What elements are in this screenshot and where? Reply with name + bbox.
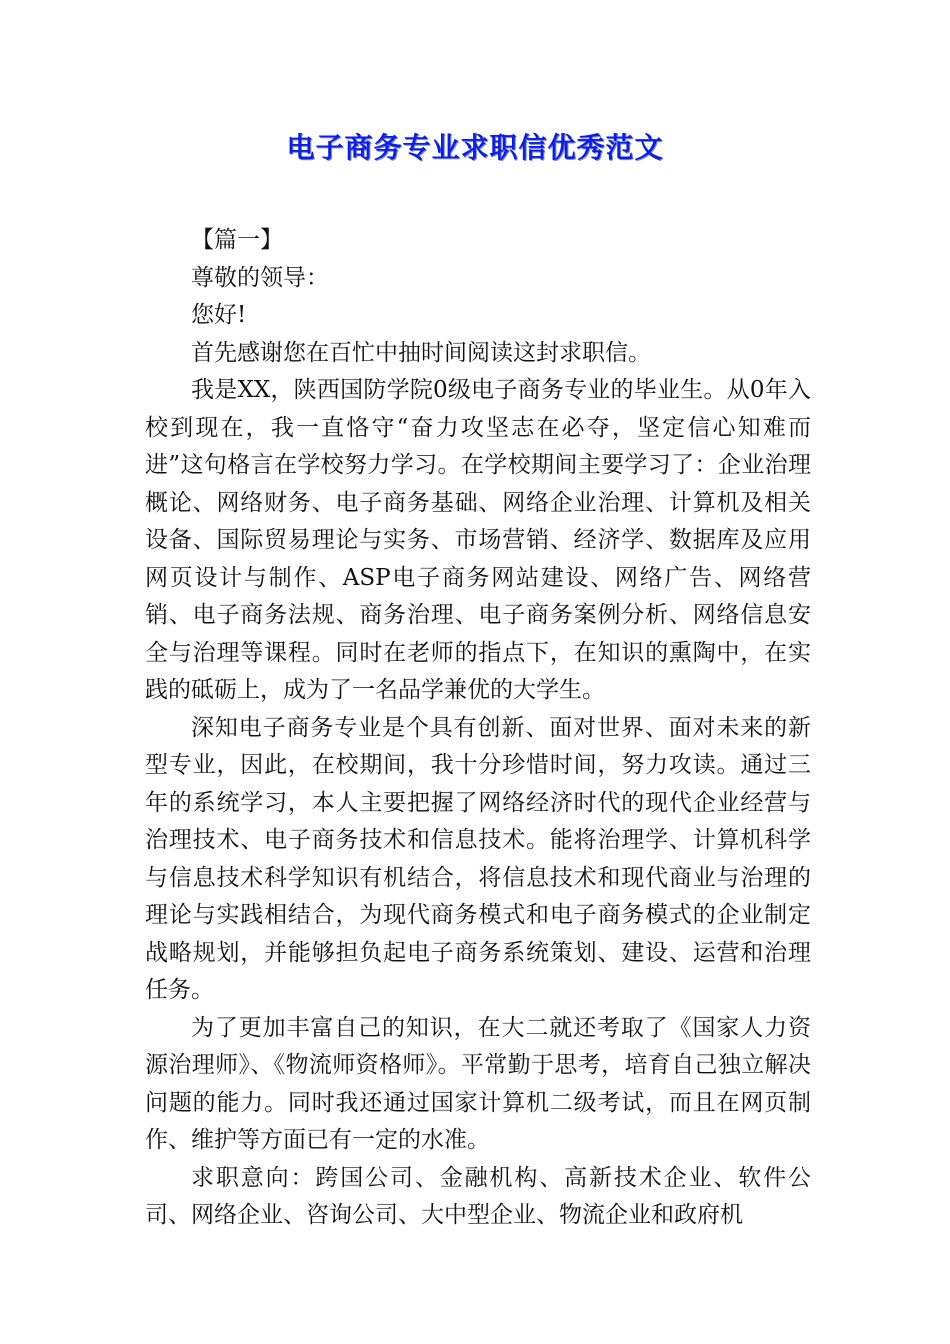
document-body xyxy=(145,222,811,1235)
paragraph-4: 为了更加丰富自己的知识，在大二就还考取了《国家人力资源治理师》、《物流师资格师》。平常勤于思考，培育自己独立解决问题的能力。同时我还通过国家计算机二级考试，而且在网页制作、维护等方面已有一定的水准。 xyxy=(145,1014,811,1153)
salutation: 尊敬的领导： xyxy=(191,264,329,291)
paragraph-3: 深知电子商务专业是个具有创新、面对世界、面对未来的新型专业，因此，在校期间，我十分珍惜时间，努力攻读。通过三年的系统学习，本人主要把握了网络经济时代的现代企业经营与治理技术、电子商务技术和信息技术。能将治理学、计算机科学与信息技术科学知识有机结合，将信息技术和现代商业与治理的理论与实践相结合，为现代商务模式和电子商务模式的企业制定战略规划，并能够担负起电子商务系统策划、建设、运营和治理任务。 xyxy=(145,714,811,1003)
document-title: 电子商务专业求职信优秀范文 xyxy=(286,131,664,164)
paragraph-5: 求职意向：跨国公司、金融机构、高新技术企业、软件公司、网络企业、咨询公司、大中型企业、物流企业和政府机 xyxy=(145,1164,811,1228)
paragraph-2: 我是XX，陕西国防学院0级电子商务专业的毕业生。从0年入校到现在，我一直恪守“奋力攻坚志在必夺，坚定信心知难而进”这句格言在学校努力学习。在学校期间主要学习了：企业治理概论、网络财务、电子商务基础、网络企业治理、计算机及相关设备、国际贸易理论与实务、市场营销、经济学、数据库及应用网页设计与制作、ASP电子商务网站建设、网络广告、网络营销、电子商务法规、商务治理、电子商务案例分析、网络信息安全与治理等课程。同时在老师的指点下，在知识的熏陶中，在实践的砥砺上，成为了一名品学兼优的大学生。 xyxy=(145,377,811,703)
paragraph-1: 首先感谢您在百忙中抽时间阅读这封求职信。 xyxy=(191,339,651,366)
greeting: 您好! xyxy=(191,302,247,328)
section-label: 【篇一】 xyxy=(191,227,283,253)
